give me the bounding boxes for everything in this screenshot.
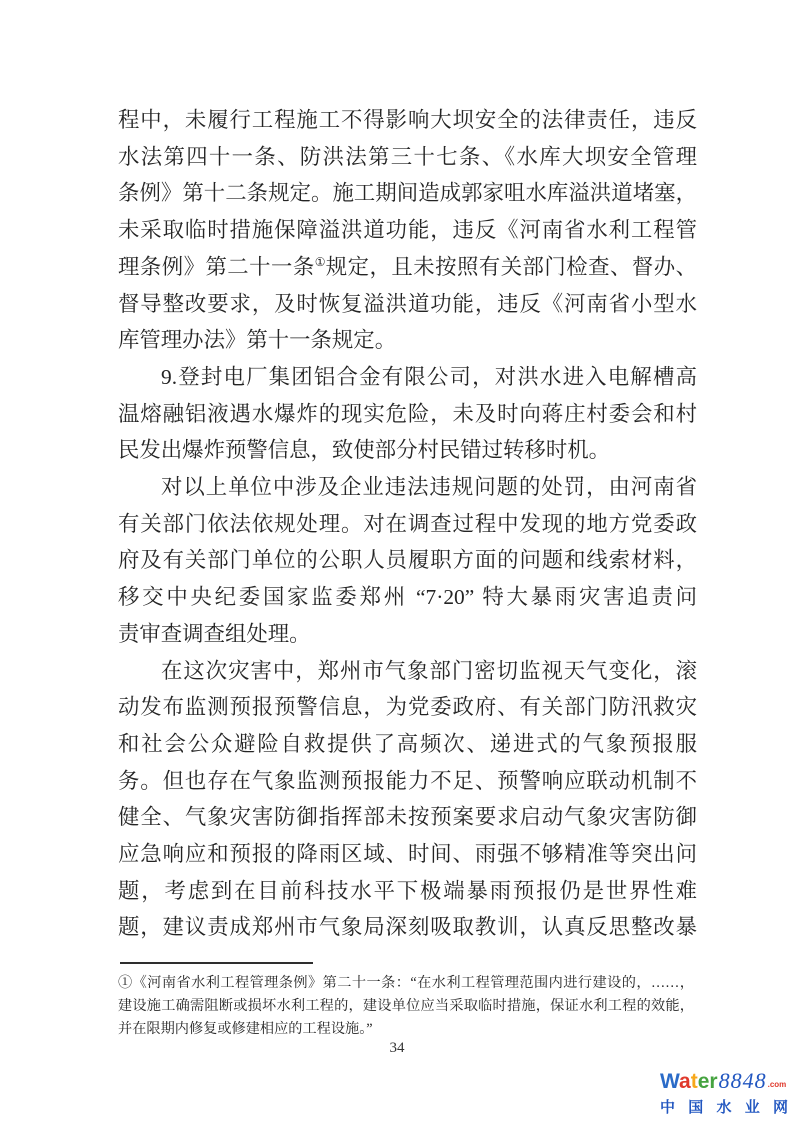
site-name-char: 国 (688, 1099, 704, 1116)
watermark-logo (660, 1068, 788, 1117)
brand-letter: r (709, 1070, 718, 1093)
body-line: 未采取临时措施保障溢洪道功能，违反《河南省水利工程管 (118, 218, 697, 243)
brand-letter: a (679, 1070, 691, 1093)
brand-letter: t (690, 1070, 698, 1093)
brand-letter: e (697, 1070, 710, 1093)
body-line: 条例》第十二条规定。施工期间造成郭家咀水库溢洪道堵塞， (118, 181, 697, 206)
body-line: 移交中央纪委国家监委郑州 “7·20” 特大暴雨灾害追责问 (118, 585, 697, 610)
body-line: 对以上单位中涉及企业违法违规问题的处罚，由河南省 (161, 475, 697, 500)
brand-tld: .com (767, 1080, 787, 1089)
footnote-line: ①《河南省水利工程管理条例》第二十一条：“在水利工程管理范围内进行建设的，……， (118, 975, 694, 991)
body-line: 在这次灾害中，郑州市气象部门密切监视天气变化，滚 (161, 658, 697, 683)
body-line: 水法第四十一条、防洪法第三十七条、《水库大坝安全管理 (118, 144, 697, 169)
body-line: 应急响应和预报的降雨区域、时间、雨强不够精准等突出问 (118, 842, 697, 867)
body-line: 民发出爆炸预警信息，致使部分村民错过转移时机。 (118, 438, 610, 463)
body-line: 库管理办法》第十一条规定。 (118, 328, 397, 353)
body-line: 动发布监测预报预警信息，为党委政府、有关部门防汛救灾 (118, 695, 697, 720)
body-line: 有关部门依法依规处理。对在调查过程中发现的地方党委政 (118, 511, 697, 536)
body-line: 府及有关部门单位的公职人员履职方面的问题和线索材料， (118, 548, 697, 573)
site-name (660, 1096, 788, 1117)
site-name-char: 业 (744, 1099, 760, 1116)
body-line: 健全、气象灾害防御指挥部未按预案要求启动气象灾害防御 (118, 805, 697, 830)
body-line: 督导整改要求，及时恢复溢洪道功能，违反《河南省小型水 (118, 291, 697, 316)
footnote-separator (120, 962, 313, 964)
footnote (118, 972, 694, 1041)
body-line: 9.登封电厂集团铝合金有限公司，对洪水进入电解槽高 (161, 364, 697, 389)
footnote-line: 并在限期内修复或修建相应的工程设施。” (118, 1021, 373, 1037)
body-text (118, 102, 697, 946)
site-name-char: 水 (716, 1099, 732, 1116)
page-number: 34 (389, 1040, 405, 1056)
body-line: 责审查调查组处理。 (118, 621, 311, 646)
body-line: 理条例》第二十一条①规定，且未按照有关部门检查、督办、 (118, 254, 697, 279)
brand-letter: W (660, 1070, 680, 1093)
brand-line (660, 1068, 788, 1094)
body-line: 题，考虑到在目前科技水平下极端暴雨预报仍是世界性难 (118, 878, 697, 903)
body-line: 题，建议责成郑州市气象局深刻吸取教训，认真反思整改暴 (118, 915, 697, 940)
brand-word (660, 1070, 718, 1094)
body-line: 务。但也存在气象监测预报能力不足、预警响应联动机制不 (118, 768, 697, 793)
site-name-char: 网 (772, 1099, 788, 1116)
body-line: 温熔融铝液遇水爆炸的现实危险，未及时向蒋庄村委会和村 (118, 401, 697, 426)
brand-number: 8848 (718, 1068, 767, 1093)
body-line: 程中，未履行工程施工不得影响大坝安全的法律责任，违反 (118, 108, 697, 132)
body-line: 和社会公众避险自救提供了高频次、递进式的气象预报服 (118, 731, 697, 756)
footnote-ref-marker: ① (314, 255, 326, 269)
site-name-char: 中 (660, 1099, 676, 1116)
footnote-line: 建设施工确需阻断或损坏水利工程的，建设单位应当采取临时措施，保证水利工程的效能， (118, 998, 694, 1014)
